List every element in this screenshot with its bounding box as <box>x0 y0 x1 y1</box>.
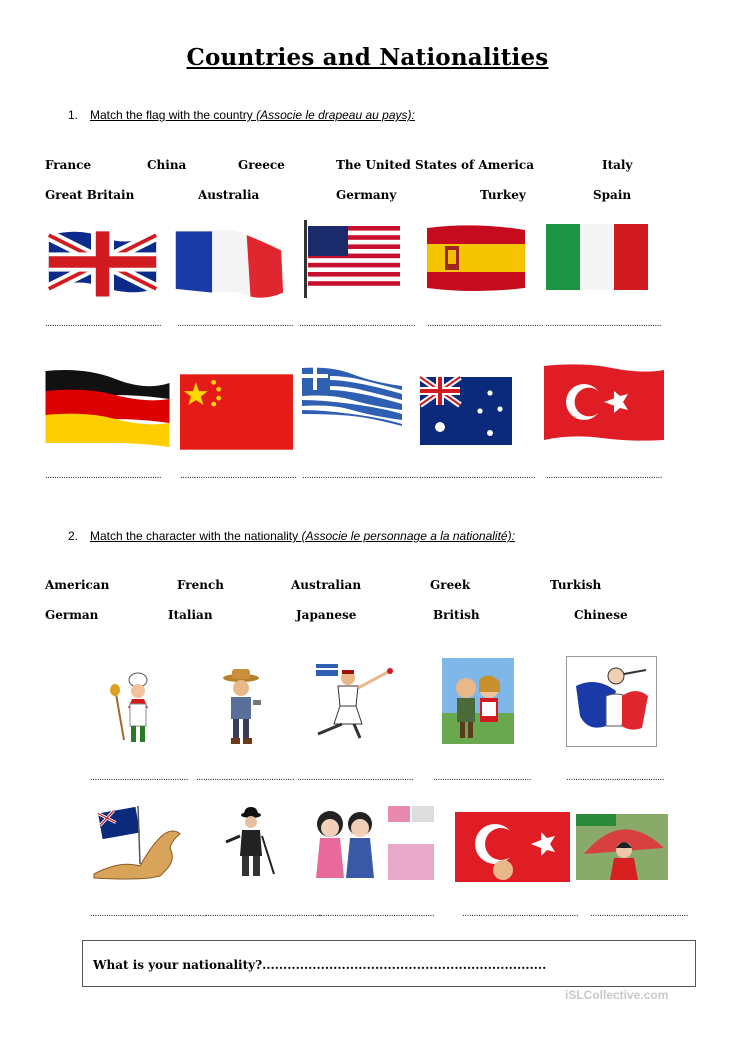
country-word: Greece <box>238 158 285 172</box>
answer-line: ................................................... <box>462 908 579 919</box>
chinese-flag <box>180 374 293 450</box>
answer-line: ................................................... <box>302 470 419 481</box>
nationality-word: Chinese <box>574 608 628 622</box>
answer-line: ................................................... <box>419 470 536 481</box>
question-2-instruction <box>68 529 588 545</box>
nationality-word: Turkish <box>550 578 602 592</box>
bavarian-couple-picture <box>442 658 514 744</box>
german-flag <box>45 367 170 449</box>
answer-line: ................................................... <box>90 908 207 919</box>
cowboy-character <box>215 666 267 748</box>
french-flag <box>170 226 285 298</box>
question-number: 1. <box>68 108 79 122</box>
country-word: The United States of America <box>336 158 535 172</box>
question-text-french: (Associe le drapeau au pays): <box>256 108 415 122</box>
turkish-fan-picture <box>455 812 570 882</box>
country-word: France <box>45 158 92 172</box>
nationality-word: British <box>433 608 480 622</box>
us-flag <box>302 220 404 298</box>
answer-line: ........................................... <box>196 772 294 783</box>
answer-line: ........................................... <box>90 772 188 783</box>
answer-line: ................................................... <box>545 318 662 329</box>
japanese-couple-picture <box>312 804 436 884</box>
question-text-french: (Associe le personnage a la nationalité): <box>301 529 515 543</box>
answer-line: ........................................... <box>433 772 531 783</box>
bowler-hat-gentleman <box>222 806 280 880</box>
nationality-word: Greek <box>430 578 471 592</box>
union-jack-flag <box>45 226 160 298</box>
country-word: Spain <box>593 188 632 202</box>
country-word: China <box>147 158 187 172</box>
nationality-word: Japanese <box>296 608 357 622</box>
answer-line: ................................................... <box>177 318 294 329</box>
answer-line: ................................................... <box>205 908 322 919</box>
greek-flag <box>302 366 402 428</box>
nationality-word: German <box>45 608 99 622</box>
answer-line: ................................................... <box>297 772 414 783</box>
nationality-word: American <box>45 578 110 592</box>
answer-line: ................................................... <box>427 318 544 329</box>
answer-line: ................................................... <box>318 908 435 919</box>
italian-flag <box>544 222 650 294</box>
country-word: Great Britain <box>45 188 135 202</box>
nationality-word: Australian <box>291 578 362 592</box>
question-text <box>90 108 415 122</box>
answer-line: ................................................... <box>299 318 416 329</box>
answer-line: ........................................... <box>590 908 688 919</box>
answer-line: ........................................... <box>566 772 664 783</box>
answer-line: ................................................... <box>180 470 297 481</box>
question-1-instruction <box>68 108 568 124</box>
turkish-flag <box>542 362 666 444</box>
country-word: Germany <box>336 188 397 202</box>
answer-line: ................................................... <box>45 318 162 329</box>
kangaroo-with-flag <box>90 804 202 884</box>
question-text-english: Match the flag with the country <box>90 108 257 122</box>
spanish-flag <box>425 222 527 294</box>
question-text <box>90 529 515 543</box>
answer-line: ................................................... <box>45 470 162 481</box>
nationality-word: French <box>177 578 225 592</box>
country-word: Italy <box>602 158 633 172</box>
greek-dancer-character <box>298 660 400 740</box>
question-text-english: Match the character with the nationality <box>90 529 302 543</box>
page-title: Countries and Nationalities <box>186 44 549 71</box>
chef-character <box>92 668 180 748</box>
french-flag-character <box>566 656 658 748</box>
nationality-word: Italian <box>168 608 213 622</box>
country-word: Australia <box>198 188 260 202</box>
australian-flag <box>420 377 512 445</box>
chinese-girl-umbrella-picture <box>576 814 668 880</box>
question-number: 2. <box>68 529 79 543</box>
final-question-box <box>82 940 696 987</box>
country-word: Turkey <box>480 188 526 202</box>
watermark: iSLCollective.com <box>565 988 669 1002</box>
final-question-text: What is your nationality?.................................................................... <box>93 958 547 972</box>
answer-line: ................................................... <box>546 470 663 481</box>
